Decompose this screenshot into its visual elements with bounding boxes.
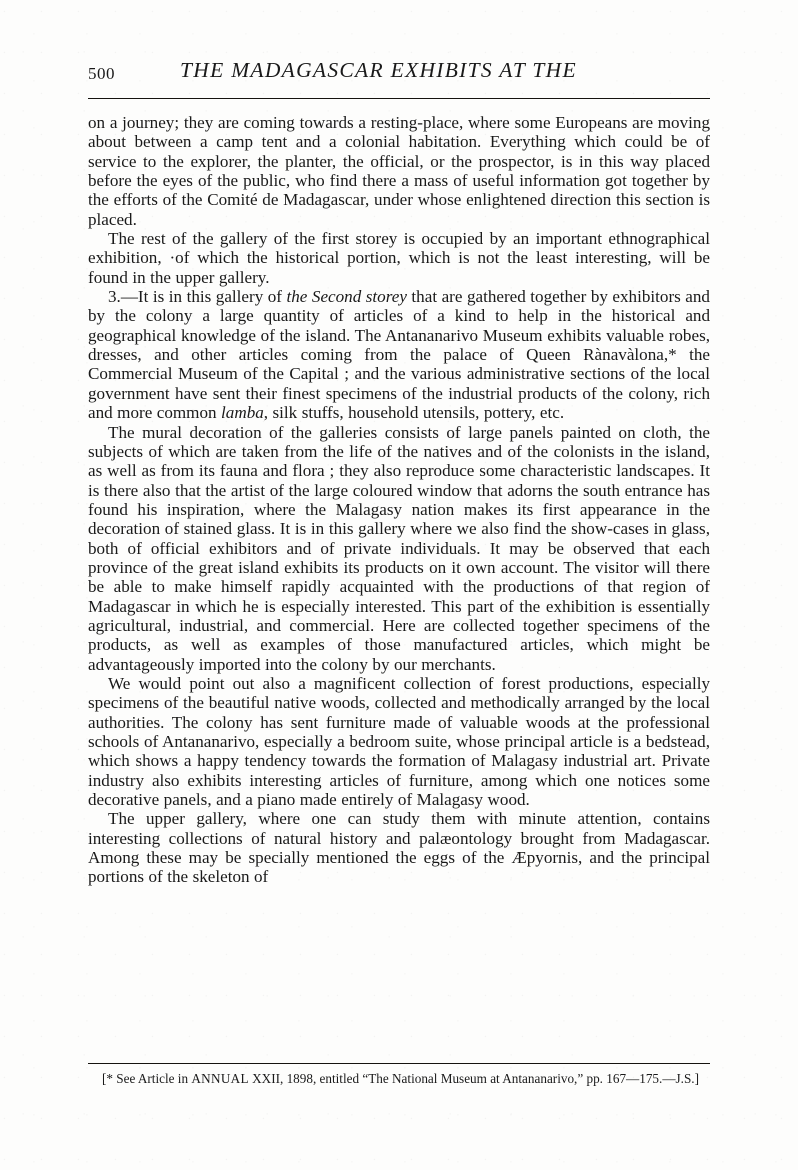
footnote-line bbox=[88, 1070, 710, 1088]
text-run: The rest of the gallery of the first storey is occupied by an important ethnographical exhibition, ·of which the historical portion, which is not the least interesting, will be found in the upper gallery. bbox=[88, 229, 710, 287]
footnote bbox=[88, 1070, 710, 1088]
text-run: on a journey; they are coming towards a resting-place, where some Europeans are moving about between a camp tent and a colonial habitation. Everything which could be of service to the explorer, the planter, the official, or the prospector, is in this way placed before the eyes of the public, who find there a mass of useful information got together by the efforts of the Comité de Madagascar, under whose enlightened direction this section is placed. bbox=[88, 113, 710, 229]
running-title: THE MADAGASCAR EXHIBITS AT THE bbox=[180, 58, 577, 82]
paragraph bbox=[88, 287, 710, 422]
header-rule bbox=[88, 98, 710, 99]
footnote-prefix: [* See Article in bbox=[102, 1071, 192, 1086]
page-number: 500 bbox=[88, 64, 115, 83]
paragraph bbox=[88, 674, 710, 809]
paragraph bbox=[88, 229, 710, 287]
emphasis-run: the Second storey bbox=[286, 287, 407, 307]
footnote-suffix: XXII, 1898, entitled “The National Museum at Antananarivo,” pp. 167—175.—J.S.] bbox=[248, 1071, 699, 1086]
text-run: We would point out also a magnificent collection of forest productions, especially specimens of the beautiful native woods, collected and methodically arranged by the local authorities. The colony has sent furniture made of valuable woods at the professional schools of Antananarivo, especially a bedroom suite, whose principal article is a bedstead, which shows a happy tendency towards the formation of Malagasy industrial art. Private industry also exhibits interesting articles of furniture, among which one notices some decorative panels, and a piano made entirely of Malagasy wood. bbox=[88, 673, 710, 810]
text-run: The mural decoration of the galleries consists of large panels painted on cloth, the subjects of which are taken from the life of the natives and of the colonists in the island, as well as from its fauna and flora ; they also reproduce some characteristic landscapes. It is there also that the artist of the large coloured window that adorns the south entrance has found his inspiration, where the Malagasy nation makes its first appearance in the decoration of stained glass. It is in this gallery where we also find the show-cases in glass, both of official exhibitors and of private individuals. It may be observed that each province of the great island exhibits its products on it own account. The visitor will there be able to make himself rapidly acquainted with the productions of that region of Madagascar in which he is especially interested. This part of the exhibition is essentially agricultural, industrial, and commercial. Here are collected together specimens of the products, as well as examples of those manufactured articles, which might be advantageously imported into the colony by our merchants. bbox=[88, 422, 710, 674]
paragraph bbox=[88, 809, 710, 886]
paragraph bbox=[88, 423, 710, 674]
footnote-annual-label: ANNUAL bbox=[191, 1071, 249, 1086]
body-text bbox=[88, 113, 710, 887]
running-head bbox=[88, 58, 710, 92]
text-run: , silk stuffs, household utensils, pottery, etc. bbox=[263, 403, 565, 423]
paragraph bbox=[88, 113, 710, 229]
text-run: that are gathered together by exhibitors and by the colony a large quantity of articles of a kind to help in the historical and geographical knowledge of the island. The Antananarivo Museum exhibits valuable robes, dresses, and other articles coming from the palace of Queen Rànavàlona,* the Commercial Museum of the Capital ; and the various administrative sections of the local government have sent their finest specimens of the industrial products of the colony, rich and more common bbox=[88, 287, 710, 423]
footnote-rule bbox=[88, 1063, 710, 1064]
text-run: 3.—It is in this gallery of bbox=[108, 287, 287, 307]
text-run: The upper gallery, where one can study them with minute attention, contains interesting collections of natural history and palæontology brought from Madagascar. Among these may be specially mentioned the eggs of the Æpyornis, and the principal portions of the skeleton of bbox=[88, 809, 710, 887]
emphasis-run: lamba bbox=[221, 403, 264, 423]
